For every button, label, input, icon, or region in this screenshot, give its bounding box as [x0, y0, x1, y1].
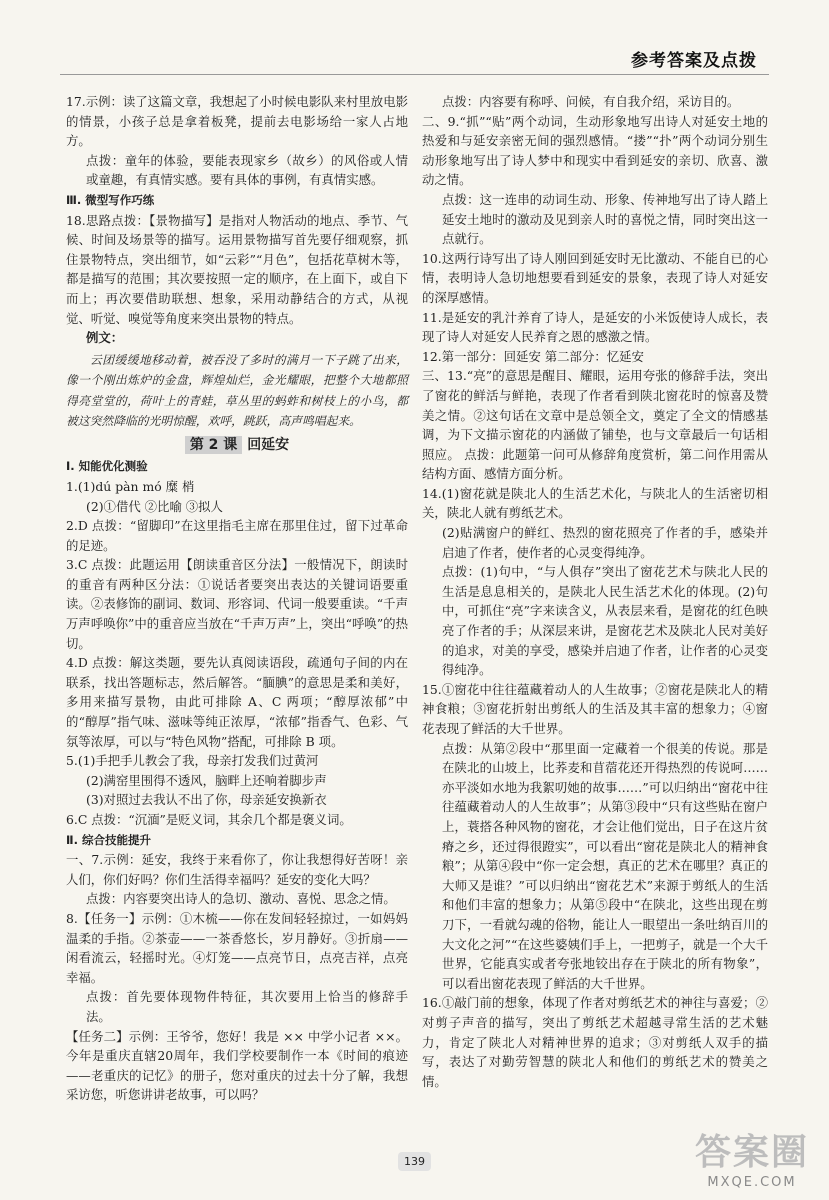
answer-13: 三、13.“亮”的意思是醒目、耀眼，运用夸张的修辞手法，突出了窗花的鲜活与鲜艳，表现了作者看到陕北窗花时的惊喜及赞美之情。②这句话在文章中是总领全文，奠定了全文的情感基调，为下文描示窗花的内涵做了铺垫，也与文章最后一句话相照应。 点拨：此题第一问可从修辞角度赏析，第二问作用需从结构方面、感情方面分析。 — [422, 368, 768, 482]
answer-17-tip: 点拨：童年的体验，要能表现家乡（故乡）的风俗或人情或童趣，有真情实感。要有具体的事例，有真情实感。 — [86, 152, 408, 188]
answer-14b: (2)贴满窗户的鲜红、热烈的窗花照亮了作者的手，感染并启迪了作者，使作者的心灵变得纯净。 — [442, 525, 768, 560]
answer-15: 15.①窗花中往往蕴藏着动人的人生故事；②窗花是陕北人的精神食粮；③窗花折射出剪纸人的生活及其丰富的想象力；④窗花表现了鲜活的大千世界。 — [422, 681, 768, 736]
answer-6: 6.C 点拨：“沉湎”是贬义词，其余几个都是褒义词。 — [66, 812, 352, 827]
answer-5-3: (3)对照过去我认不出了你，母亲延安换新衣 — [86, 792, 327, 808]
answer-right-tip0: 点拨：内容要有称呼、问候，有自我介绍，采访目的。 — [442, 94, 740, 109]
example-label: 例文： — [86, 330, 124, 346]
section-knowledge-test: Ⅰ. 知能优化测验 — [66, 459, 148, 474]
answer-b7: 一、7.示例：延安，我终于来看你了，你让我想得好苦呀！亲人们，你们好吗？你们生活得幸福吗？延安的变化大吗？ — [66, 852, 408, 887]
answer-14: 14.(1)窗花就是陕北人的生活艺术化，与陕北人的生活密切相关，陕北人就有剪纸艺术。 — [422, 485, 768, 521]
answer-9-tip: 点拨：这一连串的动词生动、形象、传神地写出了诗人踏上延安土地时的激动及见到亲人时的喜悦之情，同时突出这一点就行。 — [442, 191, 768, 247]
answer-14-tip: 点拨：(1)句中，“与人俱存”突出了窗花艺术与陕北人民的生活是息息相关的，是陕北人民生活艺术化的体现。(2)句中，可抓住“亮”字来读含义，从表层来看，是窗花的红色映亮了作者的手；从深层来讲，是窗花艺术及陕北人民对美好的追求，对美的享受，感染并启迪了作者，让作者的心灵变得纯净。 — [442, 564, 768, 678]
lesson-number: 第 2 课 — [185, 436, 243, 454]
lesson-name: 回延安 — [247, 436, 290, 453]
left-column — [66, 92, 408, 1105]
right-column — [422, 92, 768, 1091]
answer-4: 4.D 点拨：解这类题，要先认真阅读语段，疏通句子间的内在联系，找出答题标志，然后解答。“腼腆”的意思是柔和美好，多用来描写景物，由此可排除 A、C 两项；“醇厚浓郁”中的“醇厚”指气味、滋味等纯正浓厚，“浓郁”指香气、色彩、气氛等浓厚，可以与“特色风物”搭配，可排除 B 项。 — [66, 655, 408, 749]
answer-b8-task2: 【任务二】示例：王爷爷，您好！我是 ×× 中学小记者 ××。今年是重庆直辖20周年，我们学校要制作一本《时间的痕迹——老重庆的记忆》的册子，您对重庆的过去十分了解，我想采访您，听您讲讲老故事，可以吗？ — [66, 1028, 408, 1103]
page-number: 139 — [398, 1152, 431, 1171]
answer-5-1: 5.(1)手把手儿教会了我，母亲打发我们过黄河 — [66, 753, 319, 769]
answer-12: 12.第一部分：回延安 第二部分：忆延安 — [422, 348, 644, 364]
watermark-logo — [695, 1124, 809, 1190]
answer-5-2: (2)满窑里围得不透风，脑畔上还响着脚步声 — [86, 772, 327, 788]
answer-18: 18.思路点拨：【景物描写】是指对人物活动的地点、季节、气候、时间及场景等的描写。运用景物描写首先要仔细观察，抓住景物特点，突出细节，如“云彩”“月色”，包括花草树木等，都是描写的范围；其次要按照一定的顺序，在上面下，或自下而上；再次要借助联想、想象，采用动静结合的方式，从视觉、听觉、嗅觉等角度来突出景物的特点。 — [66, 212, 408, 326]
watermark-text: 答案圈 — [694, 1132, 809, 1173]
watermark-url: MXQE.COM — [707, 1175, 797, 1190]
header-divider — [60, 74, 769, 75]
answer-b8-tip: 点拨：首先要体现物件特征，其次要用上恰当的修辞手法。 — [86, 989, 408, 1024]
answer-b8: 8.【任务一】示例：①木梳——你在发间轻轻掠过，一如妈妈温柔的手指。②茶壶——一茶香悠长，岁月静好。③折扇——闲看流云，轻摇时光。④灯笼——点亮节日，点亮吉祥，点亮幸福。 — [66, 910, 408, 985]
answer-2: 2.D 点拨：“留脚印”在这里指毛主席在那里住过，留下过革命的足迹。 — [66, 518, 408, 553]
page-header-title: 参考答案及点拨 — [631, 51, 757, 71]
section-comprehensive: Ⅱ. 综合技能提升 — [66, 832, 151, 847]
lesson-title — [66, 436, 408, 456]
answer-10: 10.这两行诗写出了诗人刚回到延安时无比激动、不能自已的心情，表明诗人急切地想要看到延安的景象，表现了诗人对延安的深厚感情。 — [422, 250, 768, 305]
answer-b7-tip: 点拨：内容要突出诗人的急切、激动、喜悦、思念之情。 — [86, 891, 396, 907]
answer-11: 11.是延安的乳汁养育了诗人，是延安的小米饭使诗人成长，表现了诗人对延安人民养育之恩的感激之情。 — [422, 309, 768, 345]
answer-16: 16.①敲门前的想象，体现了作者对剪纸艺术的神往与喜爱；②对剪子声音的描写，突出了剪纸艺术超越寻常生活的艺术魅力，肯定了陕北人对精神世界的追求；③对剪纸人双手的描写，表达了对勤劳智慧的陕北人和他们的剪纸艺术的赞美之情。 — [422, 995, 768, 1089]
answer-17: 17.示例：读了这篇文章，我想起了小时候电影队来村里放电影的情景，小孩子总是拿着板凳，提前去电影场给一家人占地方。 — [66, 94, 408, 149]
answer-1: 1.(1)dú pàn mó 糜 梢 — [66, 478, 195, 494]
answer-3: 3.C 点拨：此题运用【朗读重音区分法】一般情况下，朗读时的重音有两种区分法：①说话者要突出表达的关键词语要重读。②表修饰的副词、数词、形容词、代词一般要重读。“千声万声呼唤你”中的重音应当放在“千声万声”上，突出“呼唤”的热切。 — [66, 557, 408, 651]
answer-15-tip: 点拨：从第②段中“那里面一定藏着一个很美的传说。那是在陕北的山坡上，比荞麦和苜蓿花还开得热烈的传说呵……亦平淡如水地为我絮叨她的故事……”可以归纳出“窗花中往往蕴藏着动人的人生故事”；从第③段中“只有这些贴在窗户上，蓑搭各种风物的窗花，才会让他们觉出，日子在这片贫瘠之乡，还过得很蹬实”，可以看出“窗花是陕北人的精神食粮”；从第④段中“你一定会想，真正的艺术在哪里？真正的大师又是谁？”可以归纳出“窗花艺术”来源于剪纸人的生活和他们丰富的想象力；从第⑤段中“在陕北，这些出现在剪刀下，一看就勾魂的俗物，能让人一眼望出一条吐纳百川的大文化之河”“在这些婆姨们手上，一把剪子，就是一个大千世界，它能真实或者夸张地铰出存在于陕北的所有物象”，可以看出窗花表现了鲜活的大千世界。 — [442, 740, 768, 991]
answer-1b: (2)①借代 ②比喻 ③拟人 — [86, 498, 223, 514]
answer-9: 二、9.“抓”“贴”两个动词，生动形象地写出诗人对延安土地的热爱和与延安亲密无间的强烈感情。“搂”“扑”两个动词分别生动形象地写出了诗人梦中和现实中看到延安的亲切、欣喜、激动之情。 — [422, 113, 768, 188]
example-text: 云团缓缓地移动着，被吞没了多时的满月一下子跳了出来，像一个刚出炼炉的金盘，辉煌灿烂，金光耀眼，把整个大地都照得亮堂堂的，荷叶上的青蛙，草丛里的蚂蚱和树枝上的小鸟，都被这突然降临的光明惊醒，欢呼，跳跃，高声鸣唱起来。 — [66, 352, 408, 429]
section-writing-practice: Ⅲ. 微型写作巧练 — [66, 192, 155, 207]
